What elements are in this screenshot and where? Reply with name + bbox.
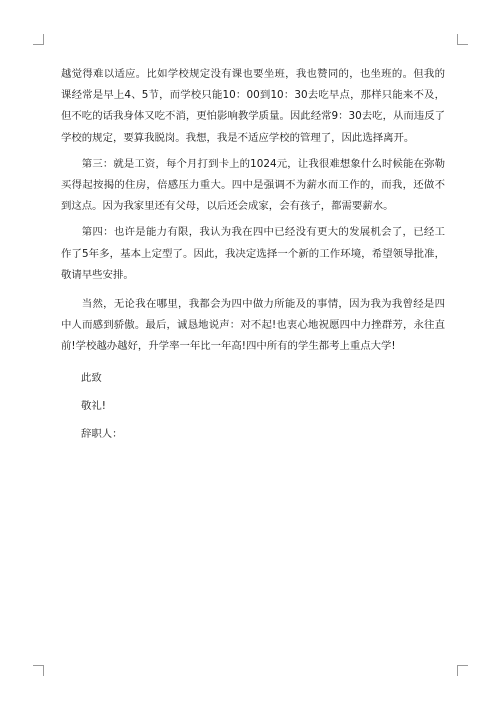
paragraph-continuation: 越觉得难以适应。比如学校规定没有课也要坐班，我也赞同的，也坐班的。但我的课经常是早上4、5节，而学校只能10：00到10：30去吃早点，那样只能来不及，但不吃的话我身体又吃不消，更怕影响教学质量。因此经常9：30去吃，从而违反了学校的规定，要算我脱岗。我想，我是不适应学校的管理了，因此选择离开。	[61, 68, 445, 144]
paragraph-farewell: 当然，无论我在哪里，我都会为四中做力所能及的事情，因为我为我曾经是四中人而感到骄傲。最后，诚恳地说声：对不起!也衷心地祝愿四中力挫群芳，永往直前!学校越办越好，升学率一年比一年高!四中所有的学生都考上重点大学!	[61, 298, 445, 353]
paragraph-career: 第四：也许是能力有限，我认为我在四中已经没有更大的发展机会了，已经工作了5年多，基本上定型了。因此，我决定选择一个新的工作环境，希望领导批准，敬请早些安排。	[61, 226, 445, 281]
closing-regards: 敬礼!	[81, 400, 106, 412]
crop-mark-bottom-left	[33, 665, 44, 676]
letter-body	[61, 64, 445, 363]
crop-mark-bottom-right	[457, 665, 468, 676]
paragraph-salary: 第三：就是工资，每个月打到卡上的1024元，让我很难想象什么时候能在弥勒买得起按揭的住房，倍感压力重大。四中是强调不为薪水而工作的，而我，还做不到这点。因为我家里还有父母，以后还会成家，会有孩子，都需要薪水。	[61, 157, 445, 213]
signature-label: 辞职人：	[81, 428, 123, 440]
crop-mark-top-left	[33, 34, 44, 45]
closing-salutation: 此致	[81, 372, 102, 384]
crop-mark-top-right	[457, 34, 468, 45]
